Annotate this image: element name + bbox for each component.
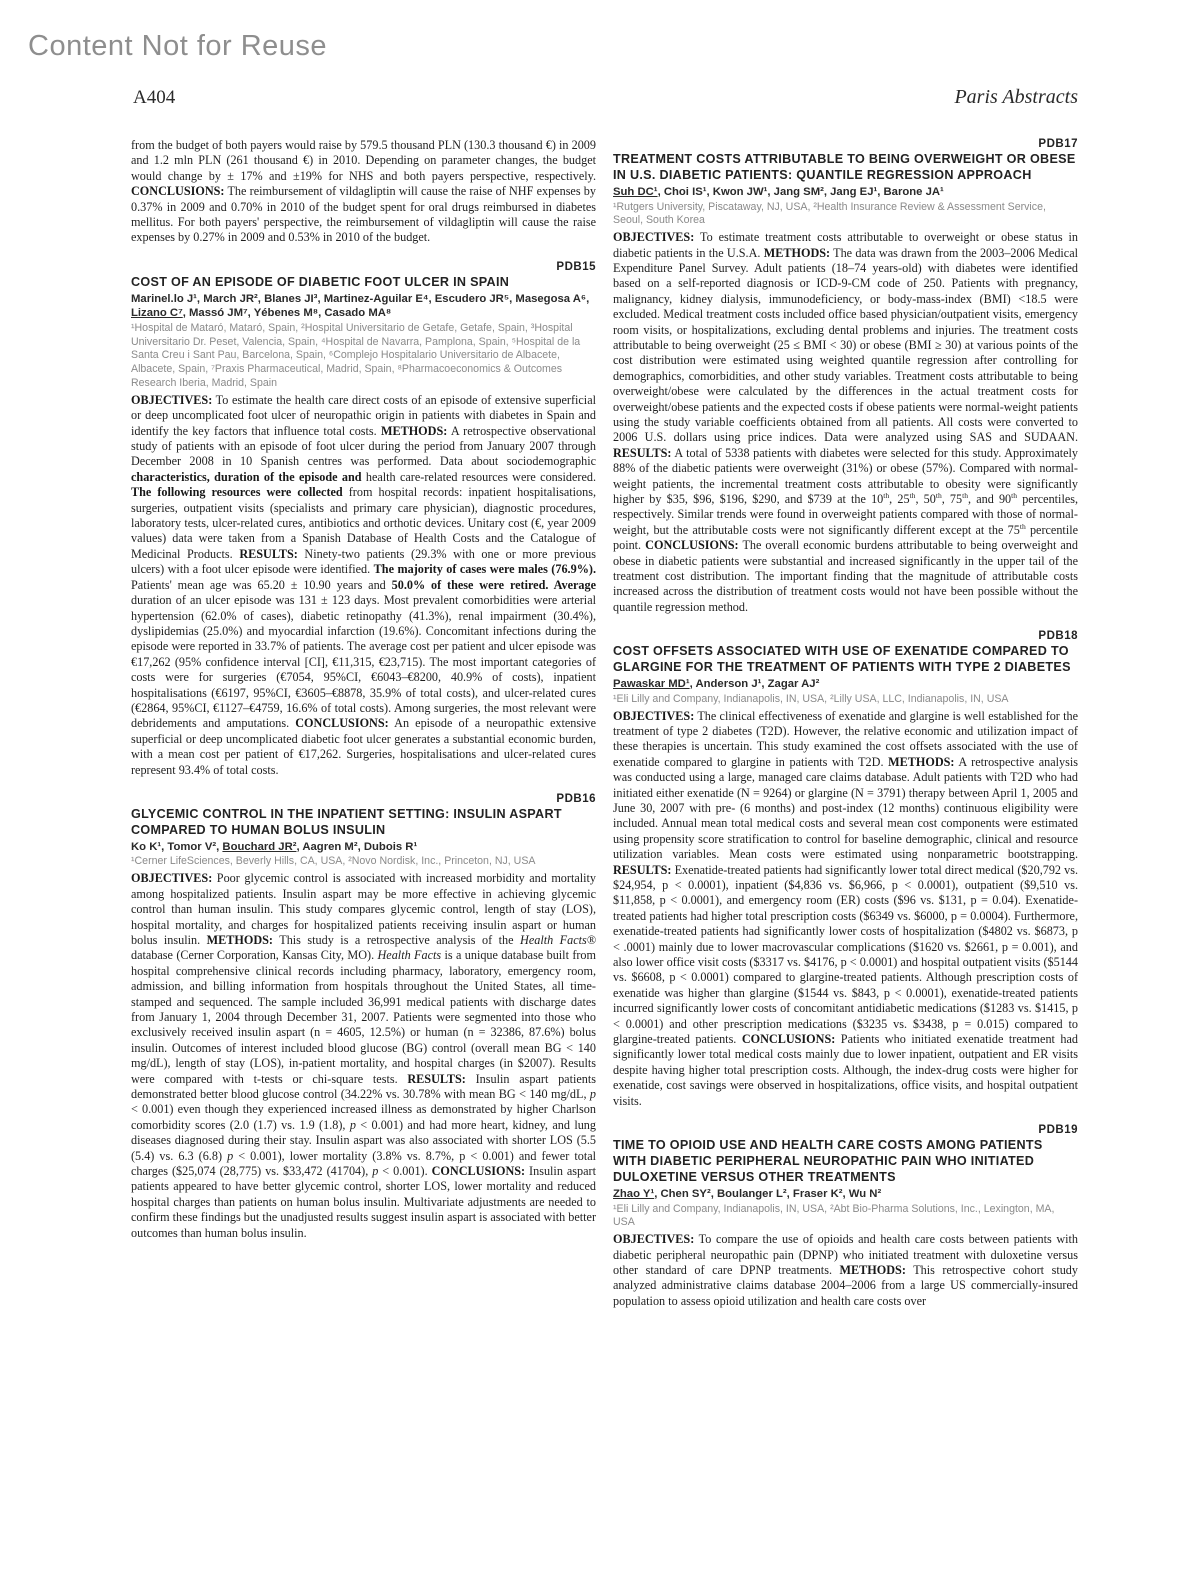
abstract-authors: Ko K¹, Tomor V², Bouchard JR², Aagren M², Dubois R¹ <box>131 840 418 853</box>
abstract-authors: Suh DC¹, Choi IS¹, Kwon JW¹, Jang SM², Jang EJ¹, Barone JA¹ <box>613 186 944 198</box>
abstract-block <box>131 261 596 778</box>
abstract-title: TIME TO OPIOID USE AND HEALTH CARE COSTS AMONG PATIENTS WITH DIABETIC PERIPHERAL NEUROPATHIC PAIN WHO INITIATED DULOXETINE VERSUS OTHER TREATMENTS <box>613 1138 1043 1185</box>
abstract-title: COST OFFSETS ASSOCIATED WITH USE OF EXENATIDE COMPARED TO GLARGINE FOR THE TREATMENT OF PATIENTS WITH TYPE 2 DIABETES <box>613 644 1071 675</box>
right-column <box>613 138 1078 1309</box>
abstract-code: PDB15 <box>556 260 596 273</box>
abstract-affiliations: ¹Eli Lilly and Company, Indianapolis, IN, USA, ²Abt Bio-Pharma Solutions, Inc., Lexington, MA, USA <box>613 1202 1055 1229</box>
abstract-body: OBJECTIVES: To compare the use of opioids and health care costs between patients with diabetic peripheral neuropathic pain (DPNP) who initiated treatment with duloxetine versus other standard of care DPNP treatments. METHODS: This retrospective cohort study analyzed administrative claims database 2004–2006 from a large US commercially-insured population to assess opioid utilization and health care costs over <box>613 1232 1078 1308</box>
abstract-affiliations: ¹Cerner LifeSciences, Beverly Hills, CA, USA, ²Novo Nordisk, Inc., Princeton, NJ, USA <box>131 855 536 868</box>
abstract-code: PDB18 <box>1038 630 1078 643</box>
abstract-body: OBJECTIVES: To estimate treatment costs attributable to overweight or obese status in diabetic patients in the U.S.A. METHODS: The data was drawn from the 2003–2006 Medical Expenditure Panel Survey. Adult patients (18–74 years-old) with diabetes were identified based on a self-reported diagnosis or ICD-9-CM code of 250. Patients with pregnancy, malignancy, kidney dialysis, immunodeficiency, or body-mass-index (BMI) <18.5 were excluded. Medical treatment costs included office based physician/outpatient visits, emergency room visits, or hospitalizations, excluding dental problems and injuries. The treatment costs attributable to being overweight (25 ≤ BMI < 30) or obese (BMI ≥ 30) at various points of the cost distribution were estimated using weighted quantile regression after controlling for demographics, comorbidities, and other study variables. Treatment costs attributable to being overweight/obese were calculated by the differences in the actual treatment costs for overweight/obese patients and the expected costs if obese patients were normal-weight patients using the study variable coefficients obtained from all patients. All costs were converted to 2006 U.S. dollars using price indices. Data were analyzed using SAS and SUDAAN. RESULTS: A total of 5338 patients with diabetes were selected for this study. Approximately 88% of the diabetic patients were overweight (31%) or obese (57%). Compared with normal-weight patients, the incremental treatment costs attributable to obesity were significantly higher by $35, $96, $196, $290, and $739 at the 10th, 25th, 50th, 75th, and 90th percentiles, respectively. Similar trends were found in overweight patients compared with those of normal-weight, but the attributable costs were not significantly different except at the 75th percentile point. CONCLUSIONS: The overall economic burdens attributable to being overweight and obese in diabetic patients were substantial and increased significantly in the upper tail of the treatment cost distribution. The important finding that the magnitude of attributable costs increased across the distribution of treatment costs would not have been possible without the quantile regression method. <box>613 230 1079 614</box>
abstract-authors: Zhao Y¹, Chen SY², Boulanger L², Fraser K², Wu N² <box>613 1188 882 1201</box>
abstract-affiliations: ¹Hospital de Mataró, Mataró, Spain, ²Hospital Universitario de Getafe, Getafe, Spain, ³Hospital Universitario Dr. Peset, Valencia, Spain, ⁴Hospital de Navarra, Pamplona, Spain, ⁵Hospital de la Santa Creu i Sant Pau, Barcelona, Spain, ⁶Complejo Hospitalario Universitario de Albacete, Albacete, Spain, ⁷Praxis Pharmaceutical, Madrid, Spain, ⁸Pharmacoeconomics & Outcomes Research Iberia, Madrid, Spain <box>131 321 581 390</box>
abstract-authors: Marinel.lo J¹, March JR², Blanes JI³, Martinez-Aguilar E⁴, Escudero JR⁵, Masegosa A⁶, Lizano C⁷, Massó JM⁷, Yébenes M⁸, Casado MA⁸ <box>131 292 590 320</box>
abstract-body: OBJECTIVES: To estimate the health care direct costs of an episode of extensive superficial or deep uncomplicated foot ulcer of neuropathic origin in patients with diabetes in Spain and identify the key factors that influence total costs. METHODS: A retrospective observational study of patients with an episode of foot ulcer during the period from January 2007 through December 2008 in 10 Spanish centres was performed. Data about sociodemographic characteristics, duration of the episode and health care-related resources were considered. The following resources were collected from hospital records: inpatient hospitalisations, surgeries, outpatient visits (specialists and primary care physician), diagnostic procedures, laboratory tests, ulcer-related cures, antibiotics and orthotic devices. Unitary cost (€, year 2009 values) data were taken from a Spanish Database of Health Costs and the Catalogue of Medicinal Products. RESULTS: Ninety-two patients (29.3% with one or more previous ulcers) with a foot ulcer episode were identified. The majority of cases were males (76.9%). Patients' mean age was 65.20 ± 10.90 years and 50.0% of these were retired. Average duration of an ulcer episode was 131 ± 123 days. Most prevalent comorbidities were arterial hypertension (62.0% of cases), diabetic retinopathy (41.3%), renal impairment (30.4%), dyslipidemias (25.0%) and myocardial infarction (19.6%). Concomitant infections during the episode were reported in 33.7% of patients. The average cost per patient and ulcer episode was €17,262 (95% confidence interval [CI], €11,315, €23,715). The most important categories of costs were for surgeries (€7054, 95%CI, €6043–€8200, 40.9% of costs), inpatient hospitalisations (€6197, 95%CI, €3605–€8878, 35.9% of total costs), and ulcer-related cures (€2864, 95%CI, €1127–€4759, 16.6% of total costs). Among surgeries, the most relevant were debridements and amputations. CONCLUSIONS: An episode of a neuropathic extensive superficial or deep uncomplicated diabetic foot ulcer generates a substantial economic burden, with a mean cost per patient of €17,262. Surgeries, hospitalisations and ulcer-related cures represent 93.4% of total costs. <box>131 392 596 777</box>
page-header <box>133 86 1078 109</box>
abstract-block <box>131 793 596 1241</box>
watermark-text: Content Not for Reuse <box>28 30 328 62</box>
abstract-title: TREATMENT COSTS ATTRIBUTABLE TO BEING OVERWEIGHT OR OBESE IN U.S. DIABETIC PATIENTS: QUANTILE REGRESSION APPROACH <box>613 152 1076 182</box>
abstract-block <box>613 138 1078 615</box>
abstract-block <box>131 138 596 246</box>
abstract-title: COST OF AN EPISODE OF DIABETIC FOOT ULCER IN SPAIN <box>131 274 510 289</box>
abstract-body: from the budget of both payers would raise by 579.5 thousand PLN (130.3 thousand €) in 2009 and 1.2 mln PLN (261 thousand €) in 2010. Depending on parameter changes, the budget would change by ± 17% and ±19% for NHS and both payers perspective, respectively. CONCLUSIONS: The reimbursement of vildagliptin will cause the raise of NHF expenses by 0.37% in 2009 and 0.70% in 2010 of the budget spent for oral drugs reimbursed in diabetes mellitus. For both payers' perspective, the reimbursement of vildagliptin will cause the raise expenses by 0.27% in 2009 and 0.53% in 2010 of the budget. <box>131 138 596 245</box>
abstract-code: PDB17 <box>1038 138 1078 150</box>
journal-title: Paris Abstracts <box>954 86 1078 108</box>
abstract-body: OBJECTIVES: Poor glycemic control is associated with increased morbidity and mortality among hospitalized patients. Insulin aspart may be more effective in achieving glycemic control than human insulin. This study compares glycemic control, length of stay (LOS), hospital mortality, and charges for hospitalized patients receiving insulin aspart or human bolus insulin. METHODS: This study is a retrospective analysis of the Health Facts® database (Cerner Corporation, Kansas City, MO). Health Facts is a unique database built from hospital comprehensive clinical records including pharmacy, laboratory, emergency room, admission, and billing information from hospitals throughout the United States, all time-stamped and sequenced. The sample included 36,991 medical patients with discharge dates from January 1, 2004 through December 31, 2007. Patients were segmented into those who exclusively received insulin aspart (n = 4605, 12.5%) or human (n = 32386, 87.6%) bolus insulin. Outcomes of interest included blood glucose (BG) control (overall mean BG < 140 mg/dL), length of stay (LOS), in-patient mortality, and hospital charges (in $2007). Results were compared with t-tests or chi-square tests. RESULTS: Insulin aspart patients demonstrated better blood glucose control (34.22% vs. 30.78% with mean BG < 140 mg/dL, p < 0.001) even though they experienced increased illness as demonstrated by higher Charlson comorbidity scores (2.0 (1.7) vs. 1.9 (1.8), p < 0.001) and had more heart, kidney, and lung diseases diagnosed during their stay. Insulin aspart was also associated with shorter LOS (5.5 (5.4) vs. 6.3 (6.8) p < 0.001), lower mortality (3.8% vs. 8.7%, p < 0.001) and fewer total charges ($25,074 (28,775) vs. $33,472 (41704), p < 0.001). CONCLUSIONS: Insulin aspart patients appeared to have better glycemic control, shorter LOS, lower mortality and reduced hospital charges than patients on human bolus insulin. Multivariate adjustments are needed to confirm these findings but the unadjusted results suggest insulin aspart is associated with better outcomes than human bolus insulin. <box>131 871 597 1240</box>
abstract-title: GLYCEMIC CONTROL IN THE INPATIENT SETTING: INSULIN ASPART COMPARED TO HUMAN BOLUS INSULIN <box>131 806 562 837</box>
abstract-authors: Pawaskar MD¹, Anderson J¹, Zagar AJ² <box>613 678 820 691</box>
abstract-body: OBJECTIVES: The clinical effectiveness of exenatide and glargine is well established for the treatment of type 2 diabetes (T2D). However, the relative economic and utilization impact of these therapies is uncertain. This study examined the cost offsets associated with the use of exenatide compared to glargine in patients with T2D. METHODS: A retrospective analysis was conducted using a large, managed care claims database. Adult patients with T2D who had initiated either exenatide (N = 9264) or glargine (N = 3791) therapy between April 1, 2005 and June 30, 2007 with pre- (6 months) and post-index (12 months) continuous eligibility were included. Annual mean total medical costs and several mean cost components were estimated using propensity score stratification to control for baseline demographic, clinical and resource utilization variables. Mean costs were estimated using nonparametric bootstrapping. RESULTS: Exenatide-treated patients had significantly lower total direct medical ($20,792 vs. $24,954, p < 0.0001), inpatient ($4,836 vs. $6,966, p < 0.0001), outpatient ($9,510 vs. $11,858, p < 0.0001), and emergency room (ER) costs ($96 vs. $131, p = 0.04). Exenatide-treated patients had higher total prescription costs ($6349 vs. $6000, p = 0.0004). Furthermore, exenatide-treated patients had significantly lower costs of hospitalization ($4802 vs. $6873, p < .0001) mainly due to lower macrovascular complications ($1620 vs. $2661, p = 0.001), and also lower office visit costs ($3317 vs. $4176, p < 0.0001) and hospital outpatient visits ($5144 vs. $6608, p < 0.0001) compared to glargine-treated patients. Although prescription costs of exenatide was higher than glargine ($1544 vs. $843, p < 0.0001), exenatide-treated patients incurred significantly lower costs of concomitant antidiabetic medications ($1283 vs. $1415, p < 0.0001) and other prescription medications ($3235 vs. $3438, p = 0.015) compared to glargine-treated patients. CONCLUSIONS: Patients who initiated exenatide treatment had significantly lower total medical costs mainly due to lower inpatient, outpatient and ER visits despite having higher total prescription costs. Although, the index-drug costs were higher for exenatide, cost savings were observed in hospitalizations, office visits, and hospital outpatient visits. <box>613 708 1078 1108</box>
left-column <box>131 138 596 1309</box>
abstract-code: PDB19 <box>1038 1124 1078 1137</box>
abstract-block <box>613 630 1078 1109</box>
abstract-columns <box>131 138 1079 1309</box>
abstract-affiliations: ¹Rutgers University, Piscataway, NJ, USA, ²Health Insurance Review & Assessment Service, Seoul, South Korea <box>613 200 1046 227</box>
page-number: A404 <box>133 87 176 108</box>
abstract-block <box>613 1124 1078 1309</box>
abstract-code: PDB16 <box>556 792 596 805</box>
abstract-affiliations: ¹Eli Lilly and Company, Indianapolis, IN, USA, ²Lilly USA, LLC, Indianapolis, IN, USA <box>613 692 1009 705</box>
